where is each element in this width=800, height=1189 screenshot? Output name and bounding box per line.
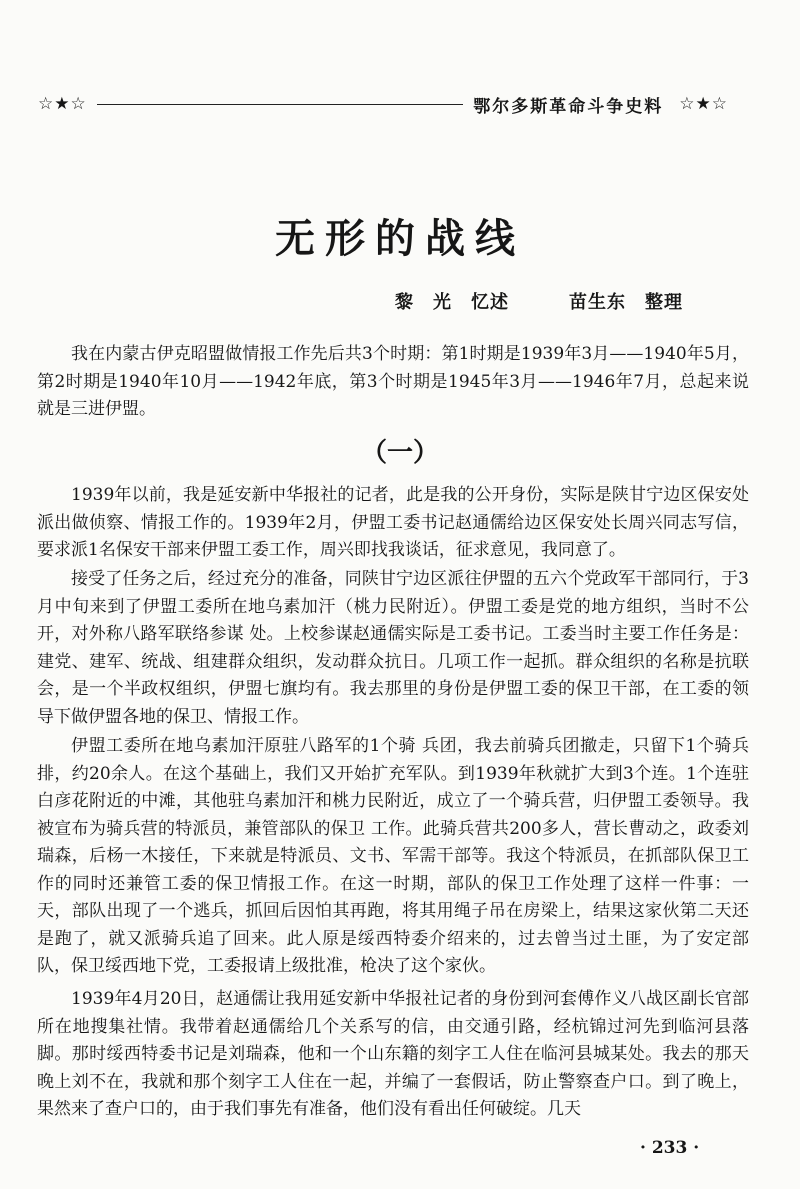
stars-left: ☆★☆ <box>38 94 87 114</box>
running-header-title: 鄂尔多斯革命斗争史料 <box>473 96 664 117</box>
body-paragraph-1: 1939年以前，我是延安新中华报社的记者，此是我的公开身份，实际是陕甘宁边区保安处派出做侦察、情报工作的。1939年2月，伊盟工委书记赵通儒给边区保安处长周兴同志写信，要求派1名保安干部来伊盟工委工作，周兴即找我谈话，征求意见，我同意了。 <box>37 485 749 560</box>
body-paragraph-3: 伊盟工委所在地乌素加汗原驻八路军的1个骑 兵团，我去前骑兵团撤走，只留下1个骑兵排，约20余人。在这个基础上，我们又开始扩充军队。到1939年秋就扩大到3个连。1个连驻白彦花附近的中滩，其他驻乌素加汗和桃力民附近，成立了一个骑兵营，归伊盟工委领导。我被宣布为骑兵营的特派员，兼管部队的保卫 工作。此骑兵营共200多人，营长曹动之，政委刘瑞森，后杨一木接任，下来就是特派员、文书、军需干部等。我这个特派员，在抓部队保卫工作的同时还兼管工委的保卫情报工作。在这一时期，部队的保卫工作处理了这样一件事：一天，部队出现了一个逃兵，抓回后因怕其再跑，将其用绳子吊在房梁上，结果这家伙第二天还是跑了，就又派骑兵追了回来。此人原是绥西特委介绍来的，过去曾当过土匪，为了安定部队，保卫绥西地下党，工委报请上级批准，枪决了这个家伙。 <box>37 736 749 976</box>
body-paragraph-4: 1939年4月20日，赵通儒让我用延安新中华报社记者的身份到河套傅作义八战区副长官部所在地搜集社情。我带着赵通儒给几个关系写的信，由交通引路，经杭锦过河先到临河县落脚。那时绥西特委书记是刘瑞森，他和一个山东籍的刻字工人住在临河县城某处。我去的那天晚上刘不在，我就和那个刻字工人住在一起，并编了一套假话，防止警察查户口。到了晚上，果然来了查户口的，由于我们事先有准备，他们没有看出任何破绽。几天 <box>37 989 749 1119</box>
article-title: 无形的战线 <box>275 216 525 262</box>
author: 黎 光 忆述 <box>395 292 509 313</box>
section-heading: （一） <box>360 438 439 468</box>
intro-paragraph: 我在内蒙古伊克昭盟做情报工作先后共3个时期：第1时期是1939年3月——1940年5月，第2时期是1940年10月——1942年底，第3个时期是1945年3月——1946年7月，总起来说就是三进伊盟。 <box>37 344 749 419</box>
running-header <box>38 92 728 116</box>
header-rule <box>97 104 464 105</box>
stars-right: ☆★☆ <box>679 94 728 114</box>
body-paragraph-2: 接受了任务之后，经过充分的准备，同陕甘宁边区派往伊盟的五六个党政军干部同行，于3月中旬来到了伊盟工委所在地乌素加汗（桃力民附近）。伊盟工委是党的地方组织，当时不公开，对外称八路军联络参谋 处。上校参谋赵通儒实际是工委书记。工委当时主要工作任务是：建党、建军、统战、组建群众组织，发动群众抗日。几项工作一起抓。群众组织的名称是抗联会，是一个半政权组织，伊盟七旗均有。我去那里的身份是伊盟工委的保卫干部，在工委的领导下做伊盟各地的保卫、情报工作。 <box>37 569 749 727</box>
editor: 苗生东 整理 <box>569 292 683 313</box>
page-number: · 233 · <box>640 1138 700 1158</box>
byline <box>395 288 683 314</box>
